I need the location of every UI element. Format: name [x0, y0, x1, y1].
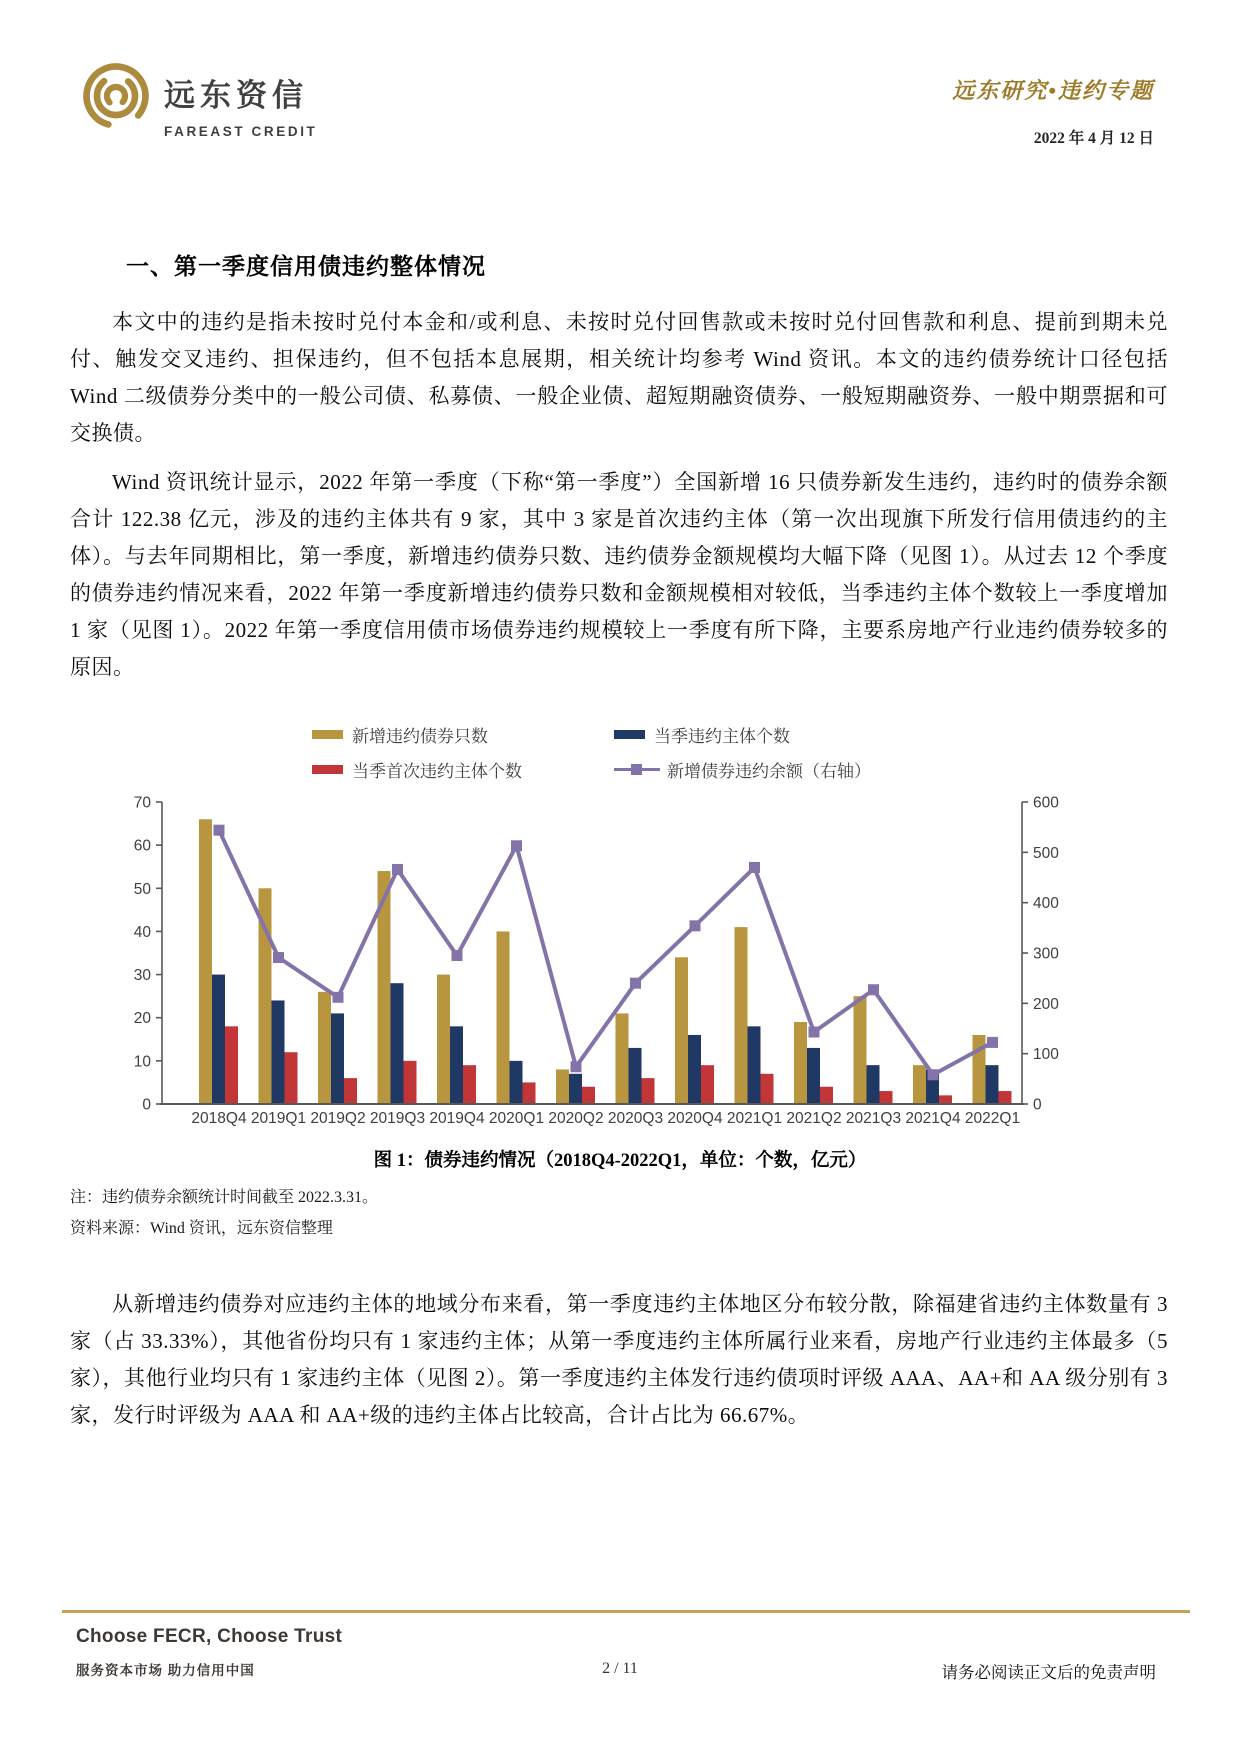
figure-source: 资料来源：Wind 资讯，远东资信整理	[70, 1220, 333, 1237]
footer-slogan-cn: 服务资本市场 助力信用中国	[76, 1663, 255, 1678]
svg-text:2020Q3: 2020Q3	[607, 1110, 664, 1127]
svg-text:2021Q3: 2021Q3	[845, 1110, 902, 1127]
svg-text:2021Q2: 2021Q2	[786, 1110, 842, 1127]
svg-text:100: 100	[1033, 1046, 1059, 1064]
svg-text:20: 20	[133, 1010, 151, 1028]
svg-text:2021Q1: 2021Q1	[726, 1110, 783, 1127]
footer-divider	[62, 1610, 1190, 1613]
figure-note: 注：违约债券余额统计时间截至 2022.3.31。	[70, 1189, 379, 1206]
svg-text:2019Q3: 2019Q3	[369, 1110, 426, 1127]
svg-text:300: 300	[1033, 945, 1059, 963]
legend-label: 新增债券违约余额（右轴）	[667, 762, 871, 781]
legend-swatch-navy-bar	[614, 730, 645, 739]
legend-item-default-issuers	[614, 722, 871, 747]
footer-slogan-en: Choose FECR, Choose Trust	[76, 1626, 343, 1647]
page-number: 2 / 11	[602, 1660, 638, 1677]
bond-default-combo-chart	[110, 770, 1120, 1150]
report-date: 2022 年 4 月 12 日	[1033, 130, 1154, 147]
svg-text:500: 500	[1033, 844, 1059, 862]
legend-label: 新增违约债券只数	[352, 727, 488, 746]
figure-caption: 图 1：债券违约情况（2018Q4-2022Q1，单位：个数，亿元）	[373, 1151, 867, 1171]
svg-text:2019Q1: 2019Q1	[250, 1110, 307, 1127]
svg-text:2021Q4: 2021Q4	[905, 1110, 961, 1127]
paragraph-region-industry: 从新增违约债券对应违约主体的地域分布来看，第一季度违约主体地区分布较分散，除福建省违约主体数量有 3 家（占 33.33%），其他省份均只有 1 家违约主体；从第一季度违约主体所属行业来看，房地产行业违约主体最多（5 家），其他行业均只有 1 家违约主体（见图 2）。第一季度违约主体发行违约债项时评级 AAA、AA+和 AA 级分别有 3 家，发行时评级为 AAA 和 AA+级的违约主体占比较高，合计占比为 66.67%。	[70, 1292, 1168, 1427]
brand-name: 远东资信	[164, 78, 308, 113]
svg-text:2020Q2: 2020Q2	[548, 1110, 604, 1127]
footer-disclaimer: 请务必阅读正文后的免责声明	[941, 1663, 1156, 1682]
legend-label: 当季首次违约主体个数	[352, 762, 522, 781]
legend-item-new-default-bonds	[312, 722, 534, 747]
section-title: 一、第一季度信用债违约整体情况	[126, 254, 486, 279]
svg-text:2018Q4: 2018Q4	[191, 1110, 247, 1127]
brand-subtitle: FAREAST CREDIT	[164, 124, 318, 139]
svg-text:2020Q4: 2020Q4	[667, 1110, 723, 1127]
svg-text:200: 200	[1033, 995, 1059, 1013]
svg-text:2020Q1: 2020Q1	[488, 1110, 545, 1127]
svg-text:400: 400	[1033, 895, 1059, 913]
svg-text:600: 600	[1033, 794, 1059, 812]
legend-label: 当季违约主体个数	[654, 727, 790, 746]
legend-swatch-gold-bar	[312, 730, 343, 739]
svg-text:0: 0	[1033, 1096, 1042, 1114]
fareast-credit-logo-icon	[78, 58, 154, 134]
fareast-credit-logo	[78, 58, 154, 139]
svg-text:2019Q2: 2019Q2	[310, 1110, 366, 1127]
svg-text:0: 0	[142, 1096, 151, 1114]
svg-text:2019Q4: 2019Q4	[429, 1110, 485, 1127]
svg-text:70: 70	[133, 794, 151, 812]
svg-text:2022Q1: 2022Q1	[964, 1110, 1021, 1127]
svg-text:50: 50	[133, 880, 151, 898]
paragraph-definition: 本文中的违约是指未按时兑付本金和/或利息、未按时兑付回售款或未按时兑付回售款和利息、提前到期未兑付、触发交叉违约、担保违约，但不包括本息展期，相关统计均参考 Wind 资讯。本文的违约债券统计口径包括 Wind 二级债券分类中的一般公司债、私募债、一般企业债、超短期融资债券、一般短期融资券、一般中期票据和可交换债。	[70, 310, 1168, 445]
svg-text:30: 30	[133, 967, 151, 985]
svg-text:40: 40	[133, 923, 151, 941]
series-title: 远东研究•违约专题	[952, 78, 1154, 103]
paragraph-q1-overview: Wind 资讯统计显示，2022 年第一季度（下称“第一季度”）全国新增 16 只债券新发生违约，违约时的债券余额合计 122.38 亿元，涉及的违约主体共有 9 家，其中 3 家是首次违约主体（第一次出现旗下所发行信用债违约的主体）。与去年同期相比，第一季度，新增违约债券只数、违约债券金额规模均大幅下降（见图 1）。从过去 12 个季度的债券违约情况来看，2022 年第一季度新增违约债券只数和金额规模相对较低，当季违约主体个数较上一季度增加 1 家（见图 1）。2022 年第一季度信用债市场债券违约规模较上一季度有所下降，主要系房地产行业违约债券较多的原因。	[70, 470, 1168, 679]
svg-text:10: 10	[133, 1053, 151, 1071]
svg-text:60: 60	[133, 837, 151, 855]
